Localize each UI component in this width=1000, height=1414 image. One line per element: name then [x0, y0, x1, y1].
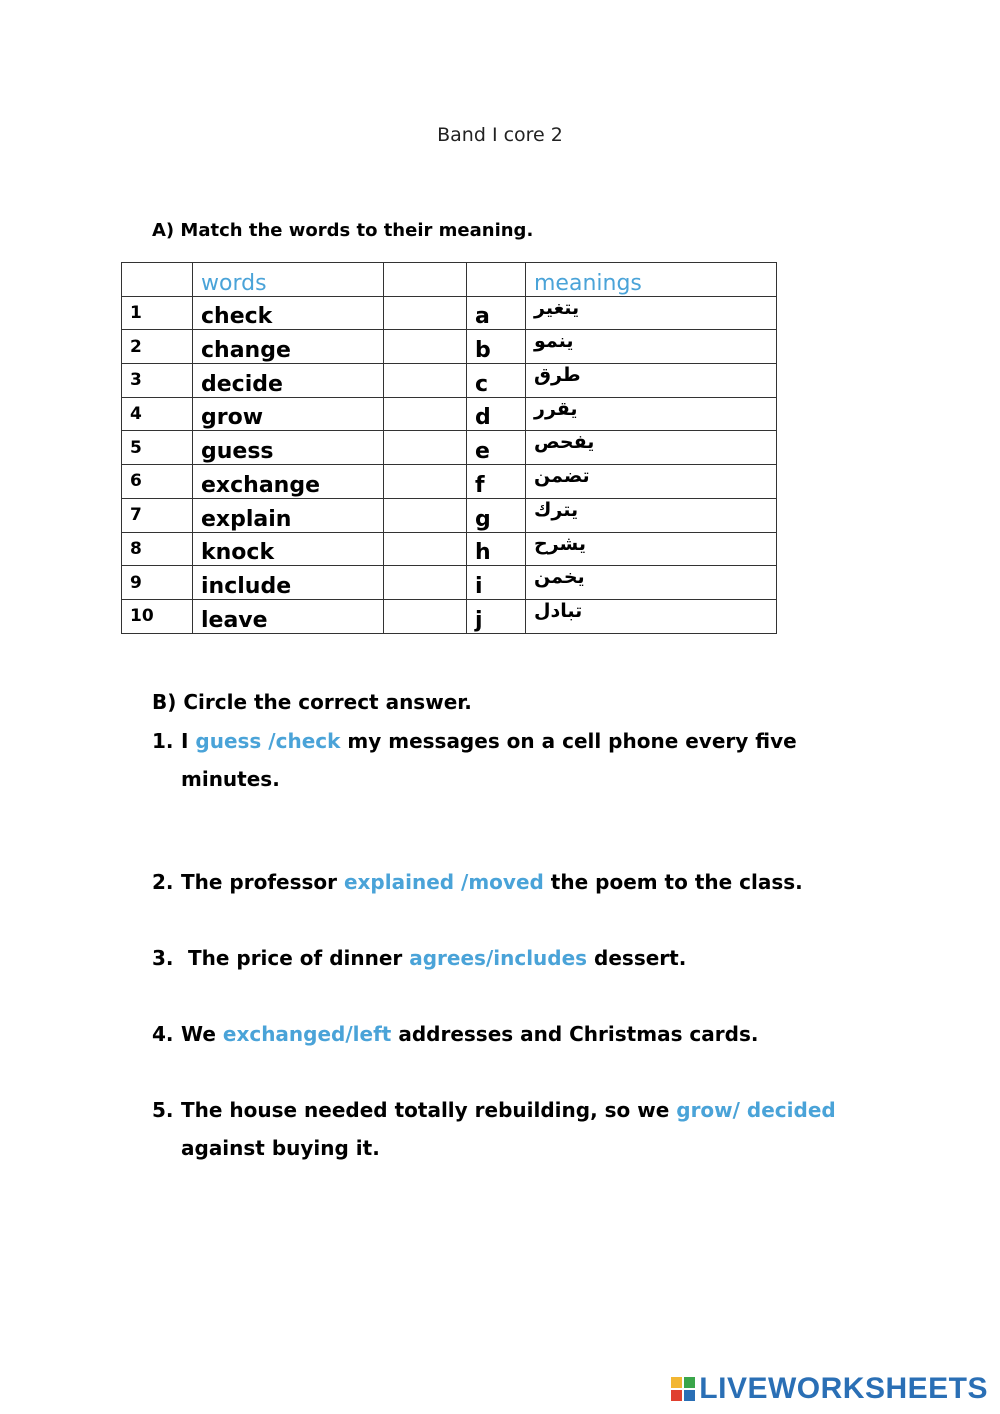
answer-blank[interactable]: [384, 465, 467, 499]
matching-table: [121, 262, 777, 634]
row-number: 6: [122, 465, 193, 499]
row-number: 1: [122, 296, 193, 330]
row-letter: d: [467, 397, 526, 431]
page-title: Band I core 2: [437, 124, 563, 146]
header-meanings: meanings: [526, 263, 777, 297]
answer-blank[interactable]: [384, 532, 467, 566]
table-row: [122, 431, 777, 465]
row-number: 9: [122, 566, 193, 600]
row-word: explain: [193, 498, 384, 532]
question-number: 4.: [152, 1022, 174, 1046]
table-row: [122, 498, 777, 532]
liveworksheets-logo: [671, 1372, 988, 1406]
row-number: 4: [122, 397, 193, 431]
row-meaning: يتغير: [526, 296, 777, 330]
section-a-heading: A) Match the words to their meaning.: [152, 220, 534, 241]
answer-blank[interactable]: [384, 296, 467, 330]
question-4: 4. We exchanged/left addresses and Christmas cards.: [152, 1015, 852, 1053]
question-2: 2. The professor explained /moved the poem to the class.: [152, 863, 852, 901]
answer-blank[interactable]: [384, 566, 467, 600]
answer-blank[interactable]: [384, 330, 467, 364]
table-row: [122, 296, 777, 330]
row-meaning: تبادل: [526, 599, 777, 633]
answer-options[interactable]: grow/ decided: [676, 1098, 836, 1122]
row-meaning: يشرح: [526, 532, 777, 566]
row-number: 5: [122, 431, 193, 465]
table-header-row: [122, 263, 777, 297]
row-word: check: [193, 296, 384, 330]
row-number: 7: [122, 498, 193, 532]
row-word: leave: [193, 599, 384, 633]
liveworksheets-logo-icon: [671, 1377, 695, 1401]
row-number: 10: [122, 599, 193, 633]
question-5: 5. The house needed totally rebuilding, so we grow/ decided against buying it.: [152, 1091, 852, 1167]
table-row: [122, 465, 777, 499]
row-word: guess: [193, 431, 384, 465]
answer-blank[interactable]: [384, 364, 467, 398]
row-letter: a: [467, 296, 526, 330]
answer-blank[interactable]: [384, 599, 467, 633]
answer-blank[interactable]: [384, 431, 467, 465]
row-word: grow: [193, 397, 384, 431]
question-number: 1.: [152, 729, 174, 753]
answer-blank[interactable]: [384, 397, 467, 431]
row-word: change: [193, 330, 384, 364]
row-meaning: ينمو: [526, 330, 777, 364]
answer-options[interactable]: exchanged/left: [222, 1022, 392, 1046]
row-meaning: يخمن: [526, 566, 777, 600]
question-1: 1. I guess /check my messages on a cell phone every five minutes.: [152, 722, 852, 798]
row-meaning: طرق: [526, 364, 777, 398]
row-word: exchange: [193, 465, 384, 499]
question-number: 5.: [152, 1098, 174, 1122]
table-row: [122, 364, 777, 398]
row-meaning: يترك: [526, 498, 777, 532]
row-meaning: يفحص: [526, 431, 777, 465]
table-row: [122, 599, 777, 633]
question-3: 3. The price of dinner agrees/includes dessert.: [152, 939, 852, 977]
table-row: [122, 330, 777, 364]
row-meaning: تضمن: [526, 465, 777, 499]
row-letter: i: [467, 566, 526, 600]
section-b-heading: B) Circle the correct answer.: [152, 690, 472, 714]
row-number: 3: [122, 364, 193, 398]
answer-options[interactable]: guess /check: [195, 729, 341, 753]
row-word: include: [193, 566, 384, 600]
row-letter: b: [467, 330, 526, 364]
answer-options[interactable]: agrees/includes: [409, 946, 588, 970]
question-number: 3.: [152, 946, 174, 970]
row-letter: c: [467, 364, 526, 398]
header-words: words: [193, 263, 384, 297]
answer-blank[interactable]: [384, 498, 467, 532]
answer-options[interactable]: explained /moved: [343, 870, 544, 894]
row-number: 2: [122, 330, 193, 364]
row-letter: f: [467, 465, 526, 499]
table-row: [122, 532, 777, 566]
table-row: [122, 397, 777, 431]
row-meaning: يقرر: [526, 397, 777, 431]
logo-text: LIVEWORKSHEETS: [699, 1372, 988, 1405]
row-word: decide: [193, 364, 384, 398]
row-letter: g: [467, 498, 526, 532]
row-letter: j: [467, 599, 526, 633]
row-letter: h: [467, 532, 526, 566]
question-number: 2.: [152, 870, 174, 894]
row-letter: e: [467, 431, 526, 465]
row-word: knock: [193, 532, 384, 566]
row-number: 8: [122, 532, 193, 566]
table-row: [122, 566, 777, 600]
